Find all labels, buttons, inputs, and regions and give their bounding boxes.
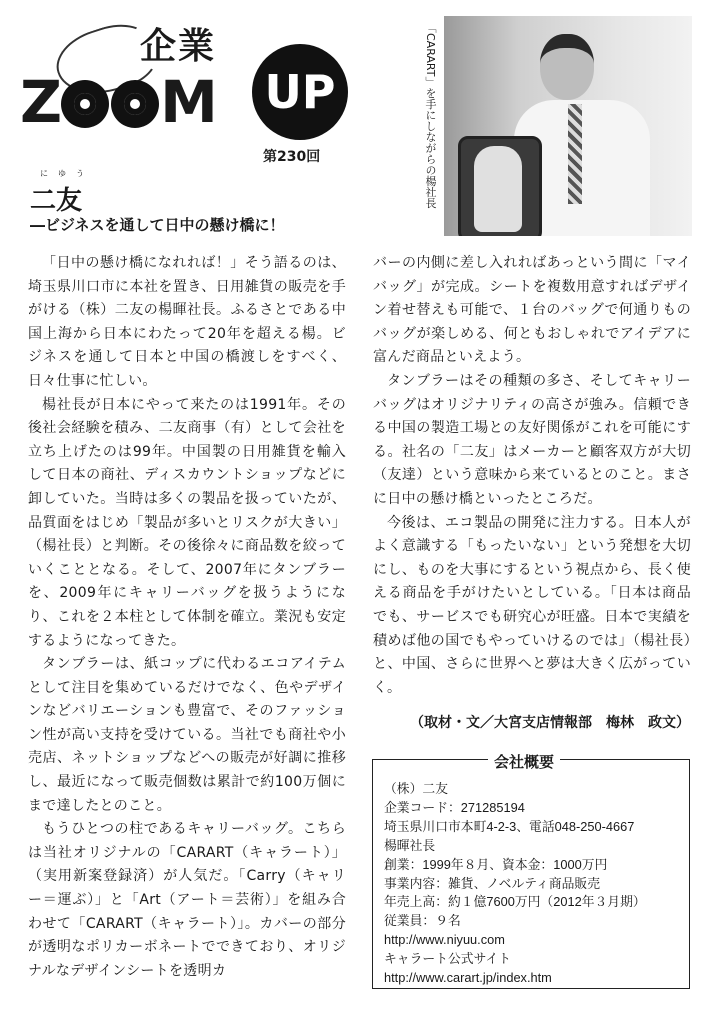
logo-o-1: [61, 80, 109, 128]
article-column-1: [28, 252, 346, 1012]
profile-line-site-label: キャラート公式サイト: [384, 951, 512, 967]
company-profile-title: 会社概要: [488, 751, 560, 772]
profile-line-address: 埼玉県川口市本町4-2-3、電話048-250-4667: [384, 818, 635, 834]
paragraph: タンブラーは、紙コップに代わるエコアイテムとして注目を集めているだけでなく、色やデザインなどバリエーションも豊富で、そのファッション性が高い支持を受けている。当社でも商社や小売店、ネットショップなどへの販売が好調に推移し、最近になって販売個数は累計で約100万個にまで達したとのこと。: [28, 656, 346, 814]
profile-line-president: 楊暉社長: [384, 837, 436, 853]
header-logo: [18, 12, 348, 144]
logo-zoom: [20, 68, 216, 136]
company-ruby: にゆう: [40, 169, 94, 178]
photo-tie: [568, 104, 582, 204]
logo-z: Z: [20, 68, 61, 136]
profile-line-company: （株）二友: [384, 781, 448, 796]
profile-line-employees: 従業員：９名: [384, 913, 461, 929]
logo-kigyo: 企業: [140, 26, 217, 67]
byline: （取材・文／大宮支店情報部 梅林 政文）: [410, 715, 690, 731]
profile-link-carart[interactable]: http://www.carart.jp/index.htm: [384, 970, 552, 986]
paragraph: タンブラーはその種類の多さ、そしてキャリーバッグはオリジナリティの高さが強み。信頼できる中国の製造工場との友好関係がこれを可能にする。社名の「二友」はメーカーと顧客双方が大切（友達）という意味から来ているとのこと。まさに日中の懸け橋といったところだ。: [373, 372, 691, 507]
profile-line-code: 企業コード：271285194: [384, 799, 525, 815]
photo-person-head: [540, 34, 594, 100]
paragraph: バーの内側に差し入れればあっという間に「マイバッグ」が完成。シートを複数用意すればデザイン着せ替えも可能で、１台のバッグで何通りものバッグが楽しめる、何ともおしゃれでアイデアに富んだ商品といえよう。: [373, 255, 691, 366]
article-column-2: [373, 252, 691, 722]
logo-up: UP: [252, 44, 348, 140]
logo-m: M: [160, 68, 216, 136]
paragraph: 「日中の懸け橋になれれば！」そう語るのは、埼玉県川口市に本社を置き、日用雑貨の販売を手がける（株）二友の楊暉社長。ふるさとである中国上海から日本にわたって20年を超える楊。ビジネスを通して日本と中国の橋渡しをすべく、日々仕事に忙しい。: [28, 255, 346, 389]
profile-line-business: 事業内容：雑貨、ノベルティ商品販売: [384, 875, 601, 891]
logo-o-2: [111, 80, 159, 128]
paragraph: もうひとつの柱であるキャリーバッグ。こちらは当社オリジナルの「CARART（キャラート）」（実用新案登録済）が人気だ。「Carry（キャリー＝運ぶ）」と「Art（アート＝芸術）」を組み合わせて「CARART（キャラート）」。カバーの部分が透明なポリカーボネートでできており、オリジナルなデザインシートを透明カ: [28, 821, 346, 979]
profile-link-website[interactable]: http://www.niyuu.com: [384, 932, 505, 948]
article-subtitle: ―ビジネスを通して日中の懸け橋に！: [30, 216, 285, 234]
issue-number: 第230回: [263, 149, 321, 165]
paragraph: 今後は、エコ製品の開発に注力する。日本人がよく意識する「もったいない」という発想を大切にし、ものを大事にするという視点から、長く使える商品を手がけたいとしている。「日本は商品でも、サービスでも研究心が旺盛。日本で実績を積めば他の国でもやっていけるのでは」（楊社長）と、中国、さらに世界へと夢は大きく広がっていく。: [373, 514, 691, 696]
profile-line-founded: 創業：1999年８月、資本金：1000万円: [384, 856, 608, 872]
paragraph: 楊社長が日本にやって来たのは1991年。その後社会経験を積み、二友商事（有）として会社を立ち上げたのは99年。中国製の日用雑貨を輸入して日本の商社、ディスカウントショップなどに卸していた。当時は多くの製品を扱っていたが、品質面をはじめ「製品が多いとリスクが大きい」（楊社長）と判断。その後徐々に商品数を絞っていくこととなる。そして、2007年にタンブラーを、2009年にキャリーバッグを扱うようになり、これを２本柱として体制を確立。業況も安定するようになってきた。: [28, 396, 346, 649]
profile-line-sales: 年売上高：約１億7600万円（2012年３月期）: [384, 894, 646, 910]
photo-caption: 「CARART」を手にしながらの楊社長: [424, 22, 437, 209]
company-profile-lines: [384, 780, 684, 988]
company-name: 二友: [30, 186, 83, 216]
photo-bag-design: [474, 146, 522, 232]
president-photo: [444, 16, 692, 236]
